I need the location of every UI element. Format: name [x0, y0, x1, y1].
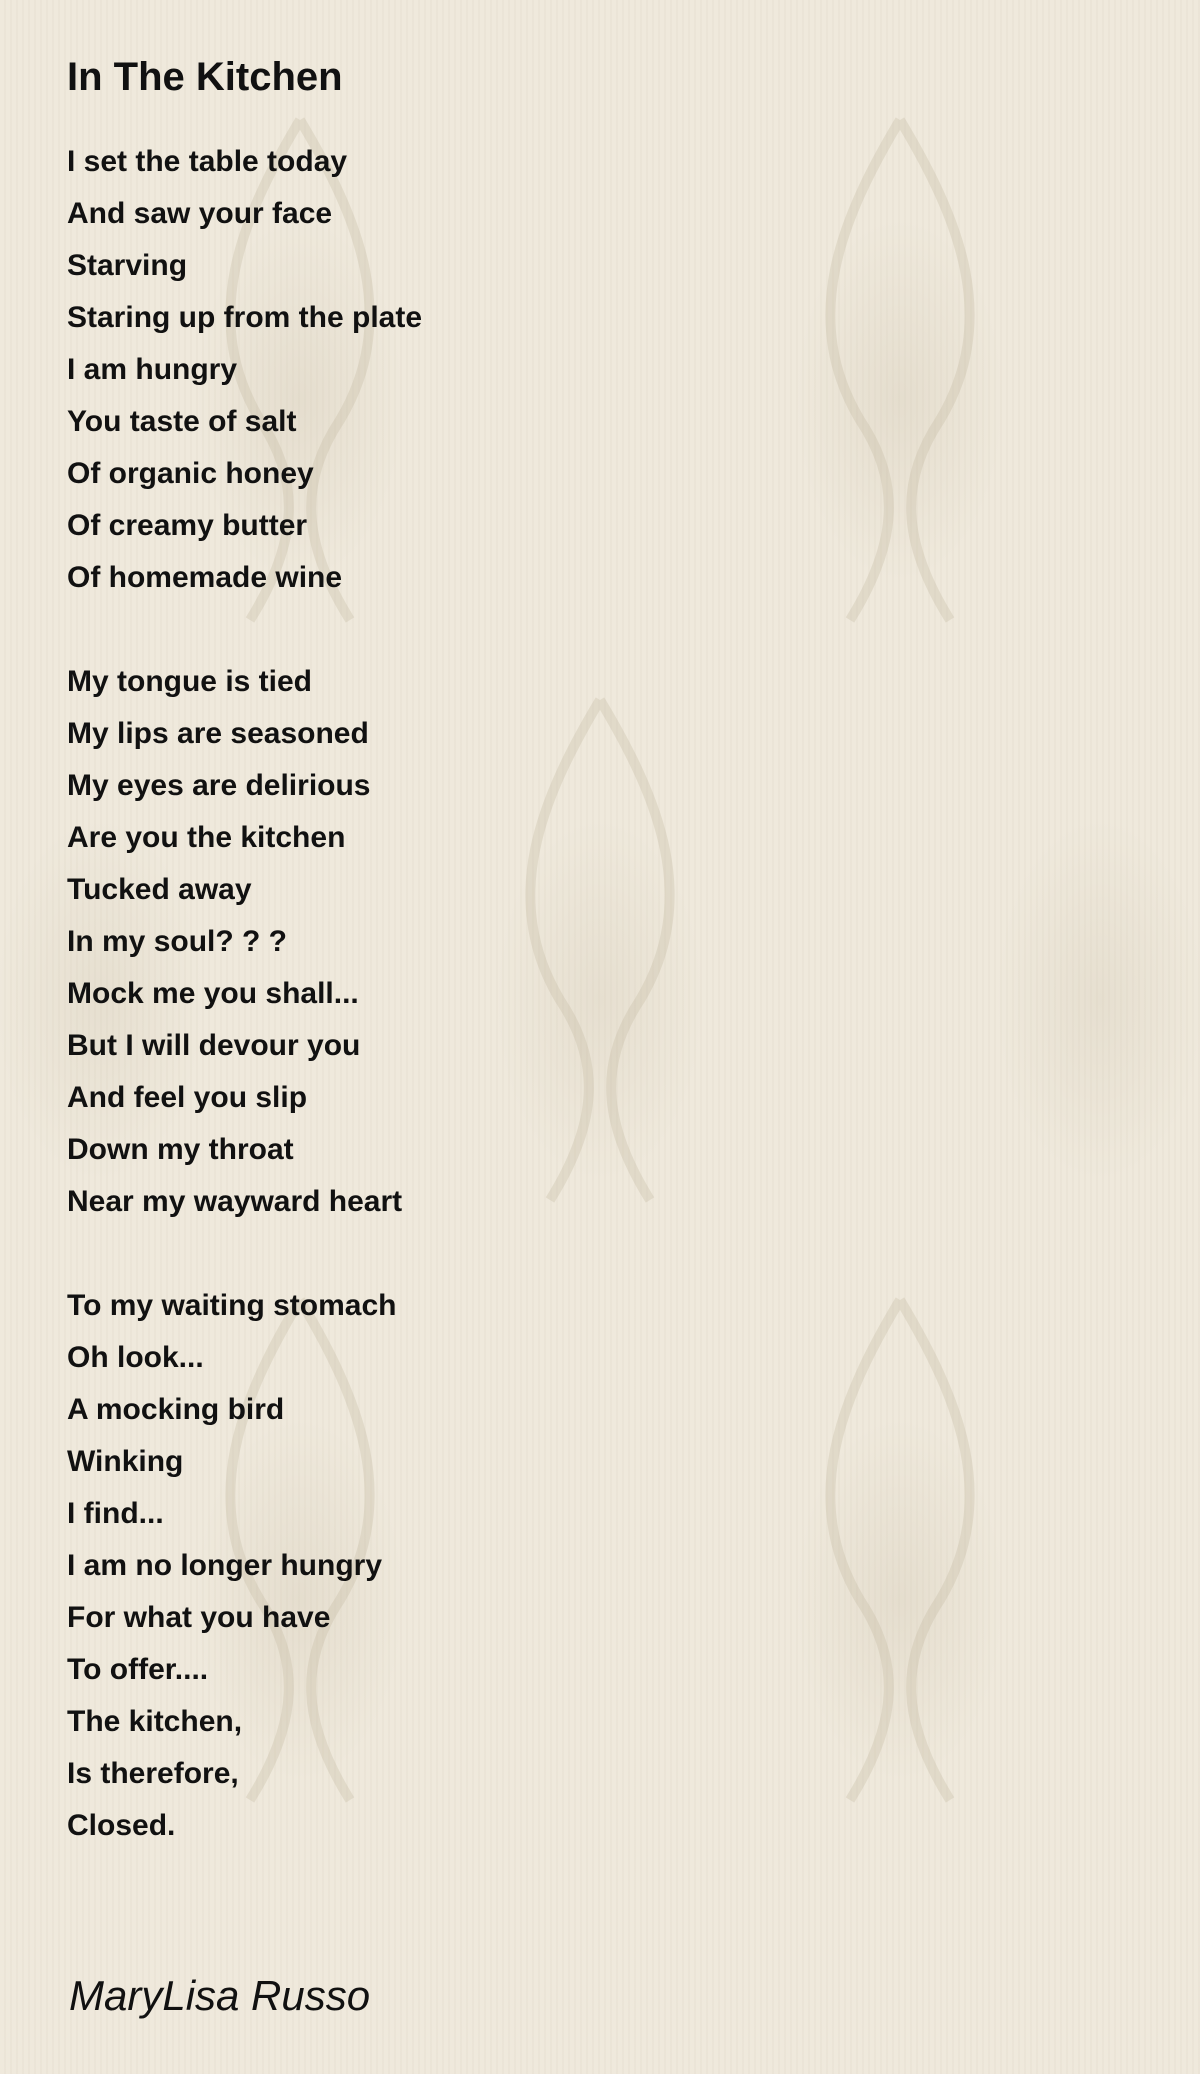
poem-line: I find... — [67, 1497, 164, 1530]
poem-line: My eyes are delirious — [67, 769, 371, 802]
poem-line: I set the table today — [67, 145, 348, 178]
poem-line: Of creamy butter — [67, 509, 308, 542]
poem-author: MaryLisa Russo — [69, 1972, 371, 2019]
poem-line: Staring up from the plate — [67, 301, 423, 334]
poem-line: Are you the kitchen — [67, 821, 346, 854]
poem-line: And saw your face — [67, 197, 333, 230]
poem-line: And feel you slip — [67, 1081, 308, 1114]
poem-title: In The Kitchen — [67, 55, 343, 99]
poem-line: You taste of salt — [67, 405, 297, 438]
stanza-1 — [67, 136, 1147, 604]
poem-line: In my soul? ? ? — [67, 925, 288, 958]
stanza-2 — [67, 656, 1147, 1228]
poem-line: My tongue is tied — [67, 665, 313, 698]
poem-line: Starving — [67, 249, 188, 282]
poem-line: Mock me you shall... — [67, 977, 359, 1010]
poem-line: A mocking bird — [67, 1393, 285, 1426]
poem-line: Of organic honey — [67, 457, 314, 490]
poem-line: Closed. — [67, 1809, 176, 1842]
poem-line: Near my wayward heart — [67, 1185, 403, 1218]
poem-line: To offer.... — [67, 1653, 209, 1686]
poem-line: I am hungry — [67, 353, 238, 386]
poem-line: Winking — [67, 1445, 184, 1478]
poem-line: Tucked away — [67, 873, 252, 906]
poem-line: The kitchen, — [67, 1705, 243, 1738]
poem-line: Is therefore, — [67, 1757, 239, 1790]
poem-line: I am no longer hungry — [67, 1549, 383, 1582]
poem-line: For what you have — [67, 1601, 331, 1634]
poem-page — [67, 50, 1147, 1904]
poem-line: Oh look... — [67, 1341, 204, 1374]
poem-line: To my waiting stomach — [67, 1289, 397, 1322]
poem-line: But I will devour you — [67, 1029, 361, 1062]
stanza-3 — [67, 1280, 1147, 1852]
poem-line: Down my throat — [67, 1133, 294, 1166]
poem-line: My lips are seasoned — [67, 717, 369, 750]
poem-line: Of homemade wine — [67, 561, 343, 594]
